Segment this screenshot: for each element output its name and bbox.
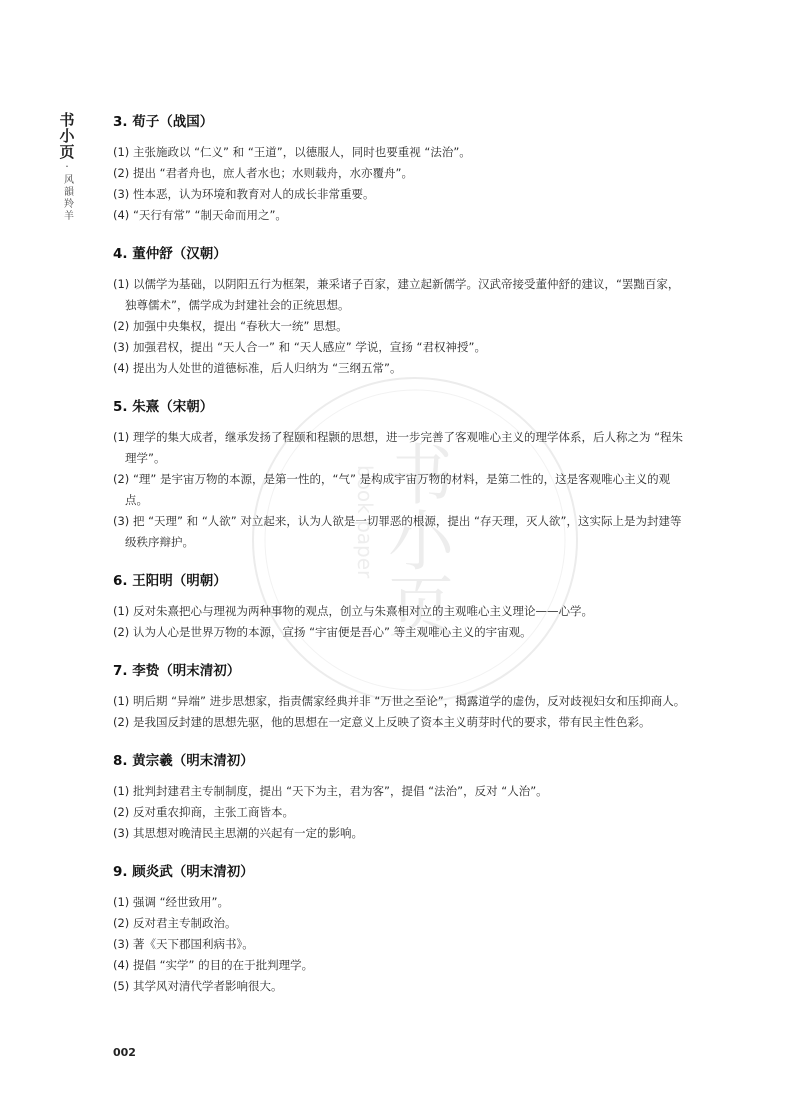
section-li-zhi — [113, 659, 688, 733]
section-wang-yangming — [113, 569, 688, 643]
list-item: (2) 提出 “君者舟也，庶人者水也；水则载舟，水亦覆舟”。 — [113, 166, 414, 180]
section-title: 4. 董仲舒（汉朝） — [113, 246, 227, 262]
section-title: 3. 荀子（战国） — [113, 114, 214, 130]
list-item: (1) 批判封建君主专制制度，提出 “天下为主，君为客”，提倡 “法治”，反对 “人治”。 — [113, 784, 548, 798]
section-zhu-xi — [113, 395, 688, 553]
list-item: (1) 主张施政以 “仁义” 和 “王道”，以德服人，同时也要重视 “法治”。 — [113, 145, 471, 159]
list-item: (2) 反对君主专制政治。 — [113, 916, 237, 930]
section-gu-yanwu — [113, 860, 688, 997]
list-item: (3) 著《天下郡国利病书》。 — [113, 937, 254, 951]
watermark-text: 书小页 — [376, 440, 454, 638]
list-item: (2) 认为人心是世界万物的本源，宣扬 “宇宙便是吾心” 等主观唯心主义的宇宙观。 — [113, 625, 532, 639]
section-dong-zhongshu — [113, 242, 688, 379]
list-item: (2) 是我国反封建的思想先驱，他的思想在一定意义上反映了资本主义萌芽时代的要求，带有民主性色彩。 — [113, 715, 651, 729]
list-item: (2) 反对重农抑商，主张工商皆本。 — [113, 805, 294, 819]
main-content — [113, 110, 688, 1013]
section-title: 5. 朱熹（宋朝） — [113, 399, 214, 415]
section-title: 9. 顾炎武（明末清初） — [113, 864, 254, 880]
brand-motto: 风韻羚羊 — [61, 174, 73, 222]
section-title: 8. 黄宗羲（明末清初） — [113, 753, 254, 769]
list-item: (1) 明后期 “异端” 进步思想家，指责儒家经典并非 “万世之至论”，揭露道学的虚伪，反对歧视妇女和压抑商人。 — [113, 694, 686, 708]
list-item: (1) 理学的集大成者，继承发扬了程颐和程颢的思想，进一步完善了客观唯心主义的理学体系，后人称之为 “程朱理学”。 — [113, 430, 684, 465]
brand-separator: · — [65, 160, 69, 173]
list-item: (3) 性本恶，认为环境和教育对人的成长非常重要。 — [113, 187, 375, 201]
list-item: (1) 强调 “经世致用”。 — [113, 895, 230, 909]
list-item: (2) 加强中央集权，提出 “春秋大一统” 思想。 — [113, 319, 348, 333]
list-item: (4) “天行有常” “制天命而用之”。 — [113, 208, 287, 222]
list-item: (1) 以儒学为基础，以阴阳五行为框架，兼采诸子百家，建立起新儒学。汉武帝接受董仲舒的建议，“罢黜百家，独尊儒术”，儒学成为封建社会的正统思想。 — [113, 277, 680, 312]
list-item: (5) 其学风对清代学者影响很大。 — [113, 979, 283, 993]
list-item: (1) 反对朱熹把心与理视为两种事物的观点，创立与朱熹相对立的主观唯心主义理论——心学。 — [113, 604, 593, 618]
list-item: (3) 加强君权，提出 “天人合一” 和 “天人感应” 学说，宣扬 “君权神授”。 — [113, 340, 486, 354]
section-title: 7. 李贽（明末清初） — [113, 663, 241, 679]
section-huang-zongxi — [113, 749, 688, 844]
list-item: (4) 提倡 “实学” 的目的在于批判理学。 — [113, 958, 314, 972]
list-item: (2) “理” 是宇宙万物的本源，是第一性的，“气” 是构成宇宙万物的材料，是第二性的，这是客观唯心主义的观点。 — [113, 472, 671, 507]
brand-strip — [56, 112, 78, 222]
section-xunzi — [113, 110, 688, 226]
list-item: (3) 把 “天理” 和 “人欲” 对立起来，认为人欲是一切罪恶的根源，提出 “存天理，灭人欲”，这实际上是为封建等级秩序辩护。 — [113, 514, 682, 549]
brand-name: 书小页 — [57, 112, 76, 160]
list-item: (3) 其思想对晚清民主思潮的兴起有一定的影响。 — [113, 826, 363, 840]
page-number: 002 — [113, 1046, 136, 1059]
list-item: (4) 提出为人处世的道德标准，后人归纳为 “三纲五常”。 — [113, 361, 402, 375]
watermark-subtext: book paper — [353, 465, 377, 579]
section-title: 6. 王阳明（明朝） — [113, 573, 227, 589]
